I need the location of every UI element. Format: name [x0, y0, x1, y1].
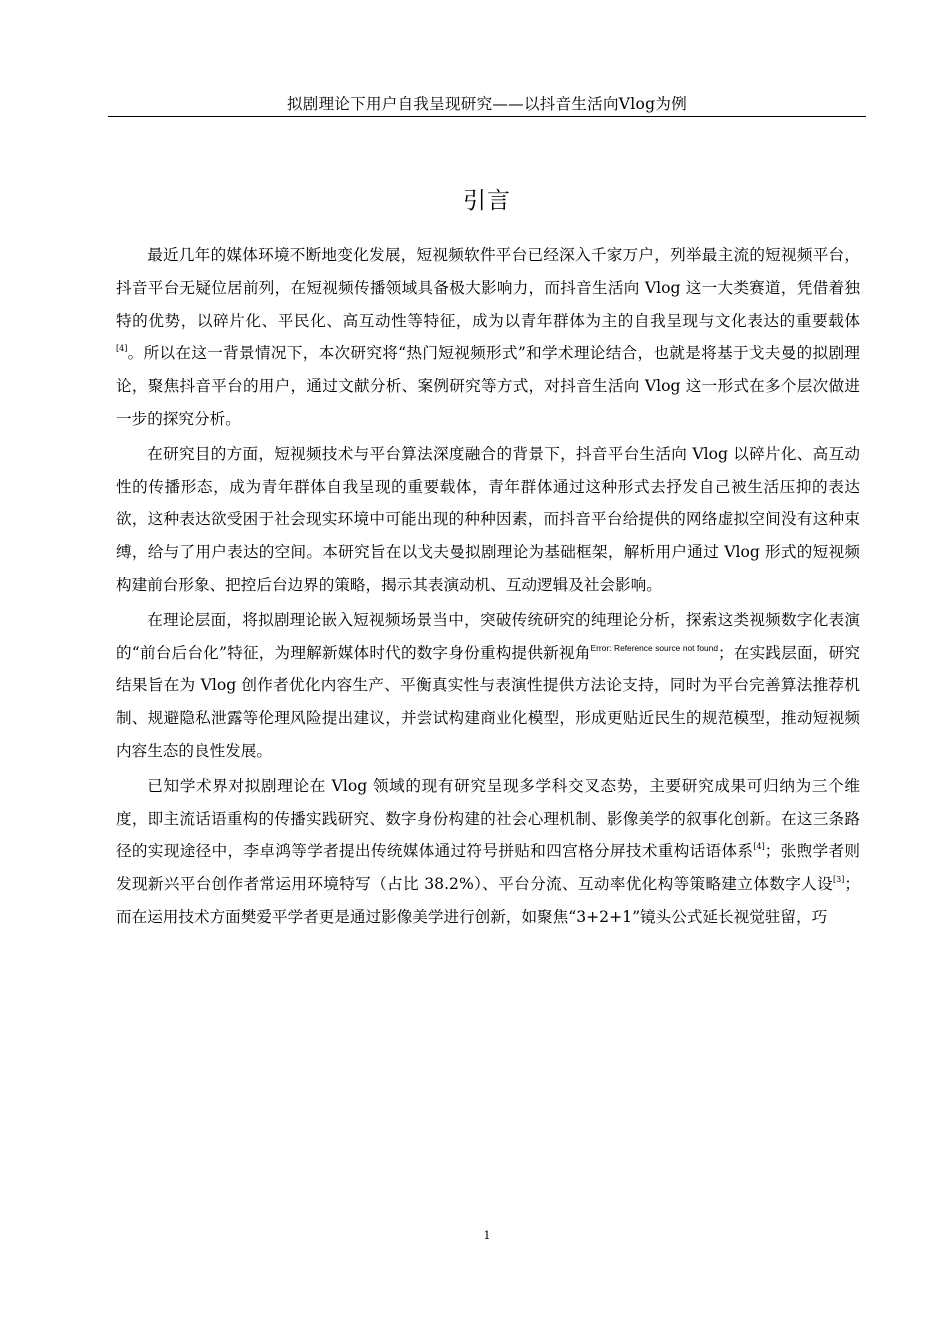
paragraph-text: ；张煦学者则发现新兴平台创作者常运用环境特写（占比 38.2%）、平台分流、互动率优化构等策略建立体数字人设	[116, 842, 860, 894]
paragraph-text: 在研究目的方面，短视频技术与平台算法深度融合的背景下，抖音平台生活向 Vlog 以碎片化、高互动性的传播形态，成为青年群体自我呈现的重要载体，青年群体通过这种形式去抒发自己被生活压抑的表达欲，这种表达欲受困于社会现实环境中可能出现的种种因素，而抖音平台给提供的网络虚拟空间没有这种束缚，给与了用户表达的空间。本研究旨在以戈夫曼拟剧理论为基础框架，解析用户通过 Vlog 形式的短视频构建前台形象、把控后台边界的策略，揭示其表演动机、互动逻辑及社会影响。	[116, 444, 860, 594]
page-number: 1	[483, 1229, 491, 1242]
header-rule	[108, 116, 866, 117]
paragraph-text: 在理论层面，将拟剧理论嵌入短视频场景当中，突破传统研究的纯理论分析，探索这类视频数字化表演的“前台后台化”特征，为理解新媒体时代的数字身份重构提供新视角	[116, 610, 860, 662]
paragraph-background	[116, 239, 860, 436]
paragraph-significance	[116, 604, 860, 768]
paragraph-text: ；而在运用技术方面樊爱平学者更是通过影像美学进行创新，如聚焦“3+2+1”镜头公式延长视觉驻留，巧	[116, 875, 860, 926]
paragraph-text: ；在实践层面，研究结果旨在为 Vlog 创作者优化内容生产、平衡真实性与表演性提供方法论支持，同时为平台完善算法推荐机制、规避隐私泄露等伦理风险提出建议，并尝试构建商业化模型，形成更贴近民生的规范模型，推动短视频内容生态的良性发展。	[116, 643, 860, 760]
paragraph-text: 已知学术界对拟剧理论在 Vlog 领域的现有研究呈现多学科交叉态势，主要研究成果可归纳为三个维度，即主流话语重构的传播实践研究、数字身份构建的社会心理机制、影像美学的叙事化创新。在这三条路径的实现途径中，李卓鸿等学者提出传统媒体通过符号拼贴和四宫格分屏技术重构话语体系	[116, 776, 860, 861]
citation-ref: [4]	[753, 842, 765, 852]
paragraph-text: 。所以在这一背景情况下，本次研究将“热门短视频形式”和学术理论结合，也就是将基于戈夫曼的拟剧理论，聚焦抖音平台的用户，通过文献分析、案例研究等方式，对抖音生活向 Vlog 这一形式在多个层次做进一步的探究分析。	[116, 344, 860, 428]
citation-ref: [4]	[116, 344, 128, 354]
body-text	[116, 239, 860, 934]
paragraph-research-purpose	[116, 438, 860, 602]
section-title: 引言	[463, 188, 511, 214]
paragraph-text: 最近几年的媒体环境不断地变化发展，短视频软件平台已经深入千家万户，列举最主流的短视频平台，抖音平台无疑位居前列，在短视频传播领域具备极大影响力，而抖音生活向 Vlog 这一大类赛道，凭借着独特的优势，以碎片化、平民化、高互动性等特征，成为以青年群体为主的自我呈现与文化表达的重要载体	[116, 246, 860, 330]
reference-error: Error: Reference source not found	[590, 642, 718, 653]
paragraph-literature-review	[116, 770, 860, 934]
citation-ref: [3]	[833, 875, 845, 885]
running-header: 拟剧理论下用户自我呈现研究——以抖音生活向Vlog为例	[286, 95, 687, 113]
